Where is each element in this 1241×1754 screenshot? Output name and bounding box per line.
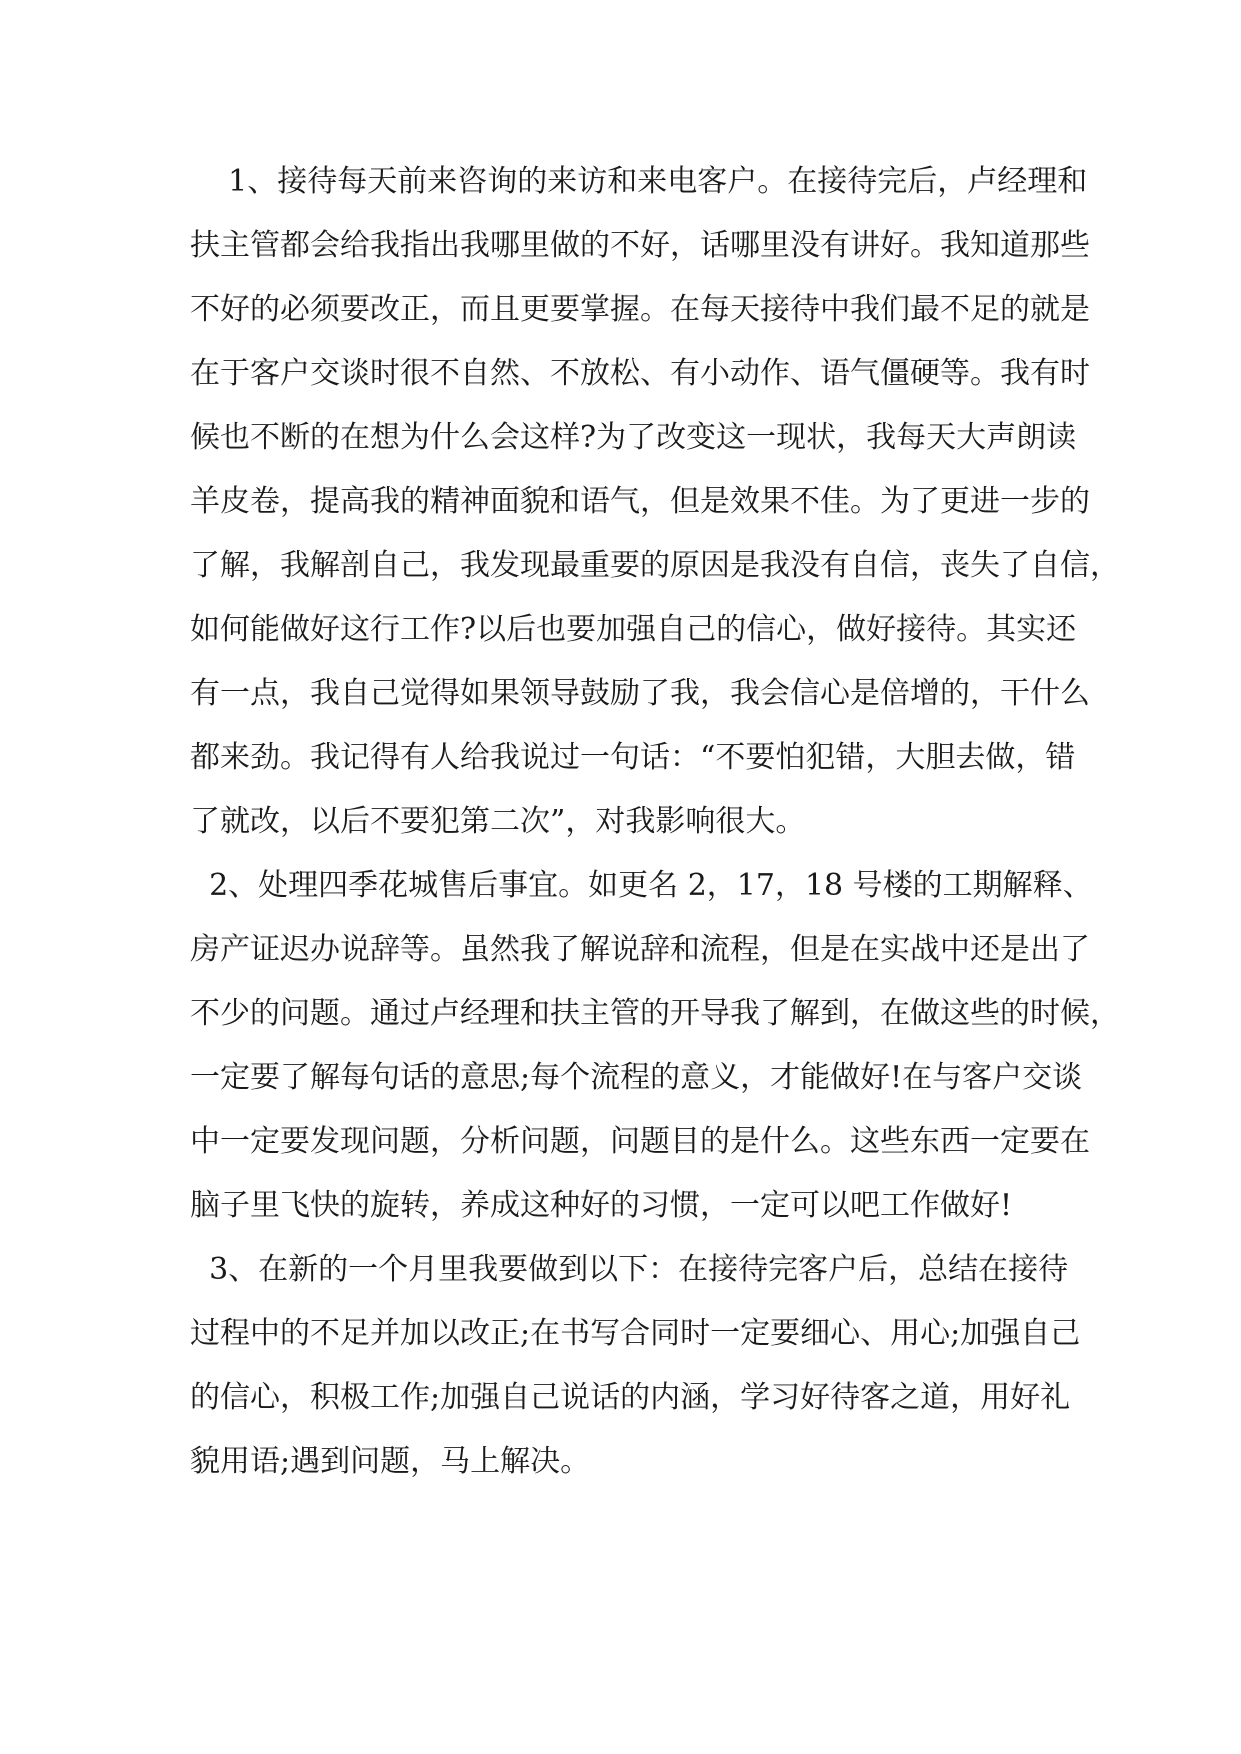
text-line: 过程中的不足并加以改正;在书写合同时一定要细心、用心;加强自己 — [190, 1316, 1081, 1351]
text-line: 都来劲。我记得有人给我说过一句话：“不要怕犯错，大胆去做，错 — [190, 740, 1076, 775]
text-line: 不好的必须要改正，而且更要掌握。在每天接待中我们最不足的就是 — [190, 292, 1090, 327]
text-line: 的信心，积极工作;加强自己说话的内涵，学习好待客之道，用好礼 — [190, 1380, 1071, 1415]
text-line: 房产证迟办说辞等。虽然我了解说辞和流程，但是在实战中还是出了 — [190, 932, 1090, 967]
text-line: 了解，我解剖自己，我发现最重要的原因是我没有自信，丧失了自信， — [190, 548, 1120, 583]
text-line: 在于客户交谈时很不自然、不放松、有小动作、语气僵硬等。我有时 — [190, 356, 1090, 391]
text-line: 扶主管都会给我指出我哪里做的不好，话哪里没有讲好。我知道那些 — [190, 228, 1090, 263]
text-line: 脑子里飞快的旋转，养成这种好的习惯，一定可以吧工作做好! — [190, 1188, 1013, 1223]
text-line: 一定要了解每句话的意思;每个流程的意义，才能做好!在与客户交谈 — [190, 1060, 1083, 1095]
text-line: 了就改，以后不要犯第二次”，对我影响很大。 — [190, 804, 806, 839]
text-line: 如何能做好这行工作?以后也要加强自己的信心，做好接待。其实还 — [190, 612, 1077, 647]
text-line: 候也不断的在想为什么会这样?为了改变这一现状，我每天大声朗读 — [190, 420, 1077, 455]
text-line: 3、在新的一个月里我要做到以下：在接待完客户后，总结在接待 — [190, 1252, 1069, 1287]
text-line: 貌用语;遇到问题，马上解决。 — [190, 1444, 591, 1479]
paragraph-1 — [190, 150, 1120, 854]
paragraph-3 — [190, 1238, 1081, 1494]
text-line: 不少的问题。通过卢经理和扶主管的开导我了解到，在做这些的时候， — [190, 996, 1120, 1031]
text-line: 2、处理四季花城售后事宜。如更名 2，17，18 号楼的工期解释、 — [190, 868, 1093, 903]
document-body — [190, 150, 1120, 1494]
text-line: 中一定要发现问题，分析问题，问题目的是什么。这些东西一定要在 — [190, 1124, 1090, 1159]
text-line: 有一点，我自己觉得如果领导鼓励了我，我会信心是倍增的，干什么 — [190, 676, 1090, 711]
paragraph-2 — [190, 854, 1120, 1238]
text-line: 羊皮卷，提高我的精神面貌和语气，但是效果不佳。为了更进一步的 — [190, 484, 1090, 519]
text-line: 1、接待每天前来咨询的来访和来电客户。在接待完后，卢经理和 — [190, 164, 1088, 199]
